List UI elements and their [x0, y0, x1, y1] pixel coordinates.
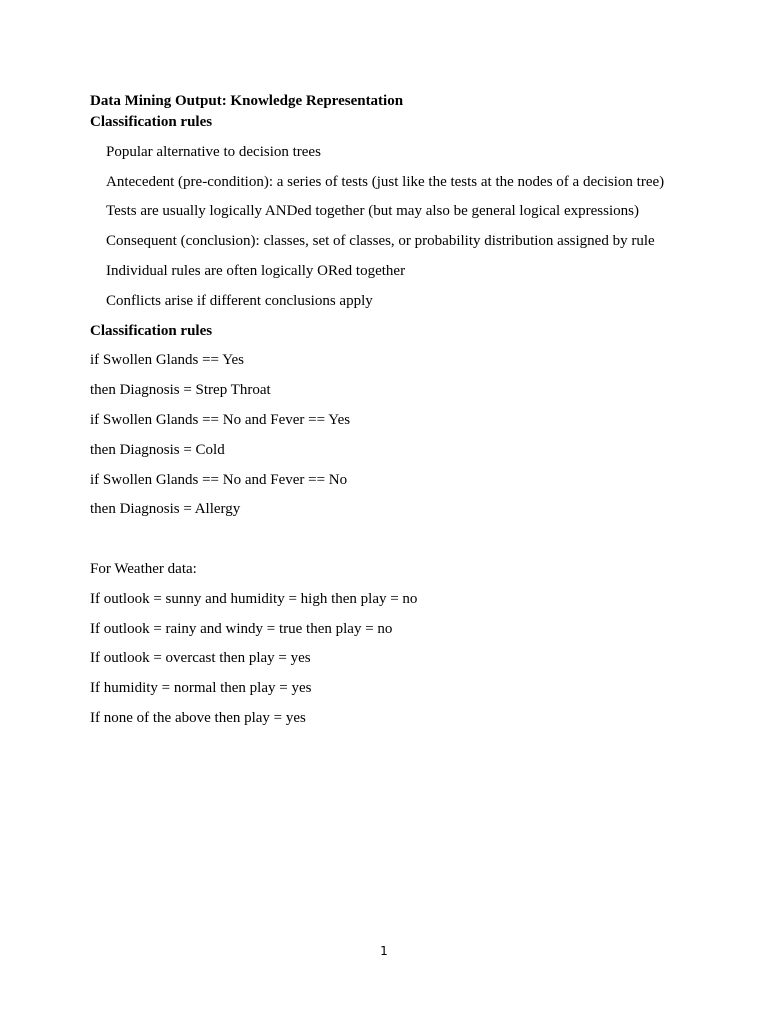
weather-rule-line: If outlook = sunny and humidity = high then play = no: [90, 590, 418, 607]
document-body: [90, 91, 710, 738]
page-number: 1: [380, 944, 388, 958]
bullet-item: Popular alternative to decision trees: [106, 143, 321, 160]
rule-line: if Swollen Glands == Yes: [90, 352, 245, 369]
bullet-item: Antecedent (pre-condition): a series of tests (just like the tests at the nodes of a decision tree): [106, 173, 665, 190]
rule-line: then Diagnosis = Cold: [90, 441, 225, 458]
weather-rule-line: If outlook = overcast then play = yes: [90, 650, 311, 667]
rule-line: then Diagnosis = Strep Throat: [90, 382, 271, 399]
rule-line: then Diagnosis = Allergy: [90, 501, 241, 518]
section-heading-classification-rules: Classification rules: [90, 114, 213, 130]
weather-data-intro: For Weather data:: [90, 560, 197, 577]
section-heading-classification-rules-example: Classification rules: [90, 322, 213, 339]
weather-rule-line: If outlook = rainy and windy = true then play = no: [90, 620, 393, 637]
bullet-item: Tests are usually logically ANDed together (but may also be general logical expressions): [106, 203, 639, 220]
rule-line: if Swollen Glands == No and Fever == No: [90, 471, 348, 488]
weather-rule-line: If none of the above then play = yes: [90, 709, 306, 726]
bullet-item: Conflicts arise if different conclusions apply: [106, 292, 373, 309]
bullet-item: Individual rules are often logically ORed together: [106, 262, 406, 279]
weather-rule-line: If humidity = normal then play = yes: [90, 680, 312, 697]
blank-line: [90, 529, 710, 549]
document-title: Data Mining Output: Knowledge Representation: [90, 93, 404, 109]
rule-line: if Swollen Glands == No and Fever == Yes: [90, 411, 351, 428]
bullet-item: Consequent (conclusion): classes, set of classes, or probability distribution assigned by rule: [106, 233, 655, 250]
